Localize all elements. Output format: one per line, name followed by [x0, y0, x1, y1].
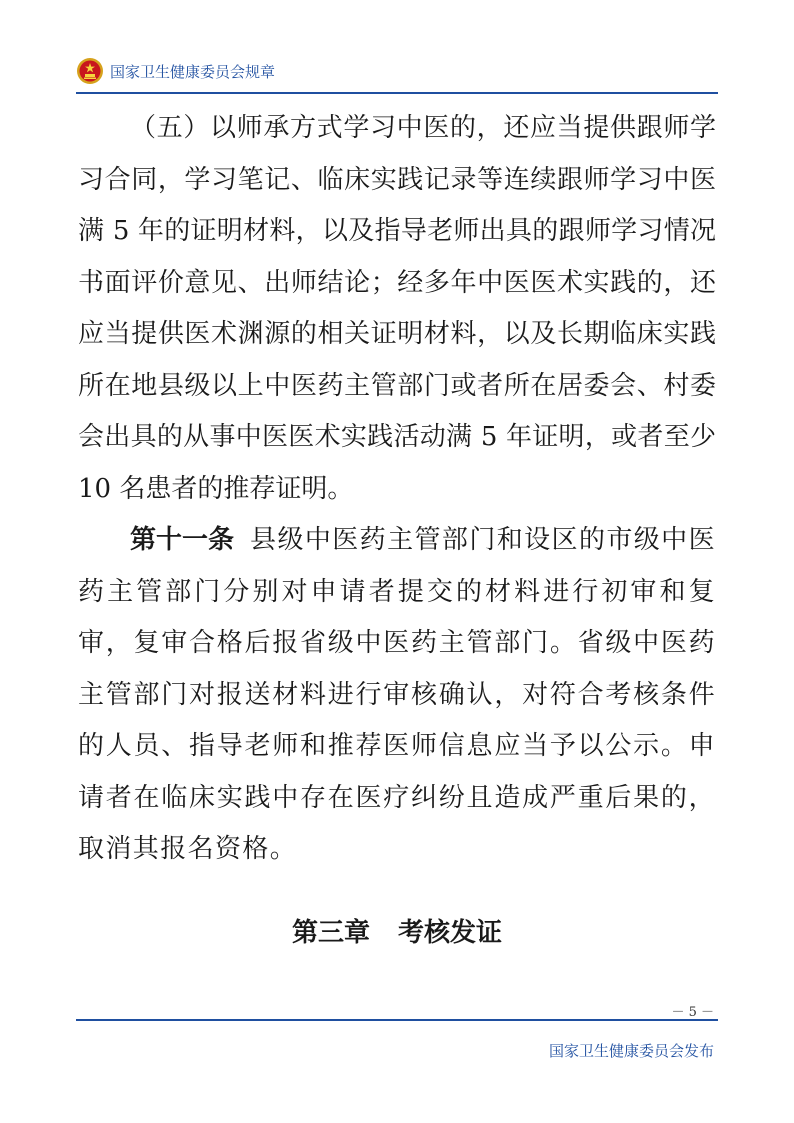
page-number: － 5 － — [671, 1005, 714, 1020]
paragraph-master-apprentice: （五）以师承方式学习中医的，还应当提供跟师学习合同，学习笔记、临床实践记录等连续跟师学习中医满 5 年的证明材料，以及指导老师出具的跟师学习情况书面评价意见、出师结论；经多年中医医术实践的，还应当提供医术渊源的相关证明材料，以及长期临床实践所在地县级以上中医药主管部门或者所在居委会、村委会出具的从事中医医术实践活动满 5 年证明，或者至少 10 名患者的推荐证明。 — [78, 113, 716, 504]
header-title: 国家卫生健康委员会规章 — [110, 62, 276, 81]
article-eleven-label: 第十一条 — [130, 525, 235, 555]
chapter-title: 考核发证 — [398, 918, 503, 948]
header-divider — [76, 92, 718, 94]
footer-publisher: 国家卫生健康委员会发布 — [548, 1042, 714, 1060]
article-eleven-text: 县级中医药主管部门和设区的市级中医药主管部门分别对申请者提交的材料进行初审和复审，复审合格后报省级中医药主管部门。省级中医药主管部门对报送材料进行审核确认，对符合考核条件的人员、指导老师和推荐医师信息应当予以公示。申请者在临床实践中存在医疗纠纷且造成严重后果的，取消其报名资格。 — [78, 525, 716, 864]
national-emblem-icon — [76, 57, 104, 85]
page-header — [76, 52, 718, 90]
footer-divider — [76, 1019, 718, 1021]
chapter-heading — [0, 912, 794, 949]
article-eleven — [78, 515, 716, 876]
document-body — [78, 103, 716, 876]
chapter-number: 第三章 — [291, 918, 370, 948]
